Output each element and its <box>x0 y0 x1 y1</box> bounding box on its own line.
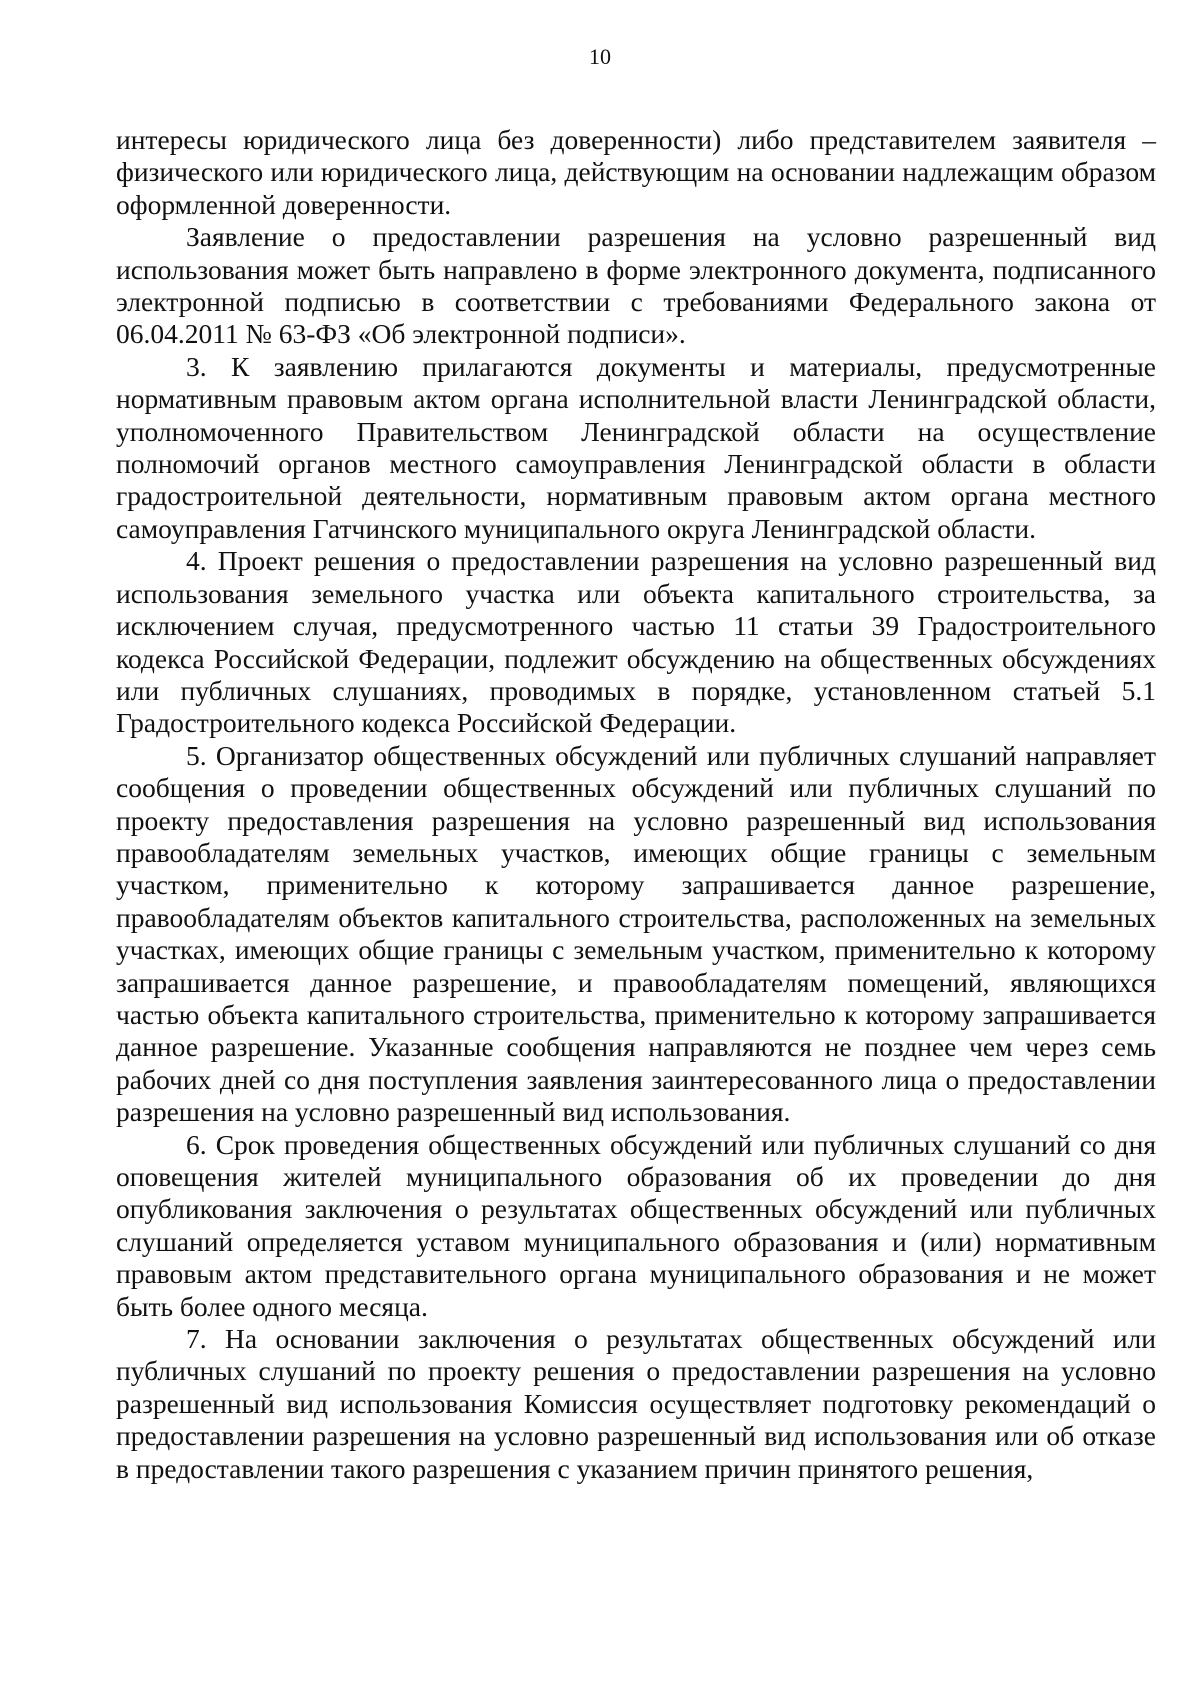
paragraph-item-7: 7. На основании заключения о результатах общественных обсуждений или публичных слушаний по проекту решения о предоставлении разрешения на условно разрешенный вид использования Комиссия осуществляет подготовку рекомендаций о предоставлении разрешения на условно разрешенный вид использования или об отказе в предоставлении такого разрешения с указанием причин принятого решения, <box>116 1323 1156 1484</box>
paragraph-item-4: 4. Проект решения о предоставлении разрешения на условно разрешенный вид использования земельного участка или объекта капитального строительства, за исключением случая, предусмотренного частью 11 статьи 39 Градостроительного кодекса Российской Федерации, подлежит обсуждению на общественных обсуждениях или публичных слушаниях, проводимых в порядке, установленном статьей 5.1 Градостроительного кодекса Российской Федерации. <box>116 545 1156 739</box>
paragraph-continuation: интересы юридического лица без доверенности) либо представителем заявителя – физического или юридического лица, действующим на основании надлежащим образом оформленной доверенности. <box>116 124 1156 220</box>
paragraph-item-5: 5. Организатор общественных обсуждений или публичных слушаний направляет сообщения о проведении общественных обсуждений или публичных слушаний по проекту предоставления разрешения на условно разрешенный вид использования правообладателям земельных участков, имеющих общие границы с земельным участком, применительно к которому запрашивается данное разрешение, правообладателям объектов капитального строительства, расположенных на земельных участках, имеющих общие границы с земельным участком, применительно к которому запрашивается данное разрешение, и правообладателям помещений, являющихся частью объекта капитального строительства, применительно к которому запрашивается данное разрешение. Указанные сообщения направляются не позднее чем через семь рабочих дней со дня поступления заявления заинтересованного лица о предоставлении разрешения на условно разрешенный вид использования. <box>116 739 1156 1128</box>
paragraph-item-6: 6. Срок проведения общественных обсуждений или публичных слушаний со дня оповещения жителей муниципального образования об их проведении до дня опубликования заключения о результатах общественных обсуждений или публичных слушаний определяется уставом муниципального образования и (или) нормативным правовым актом представительного органа муниципального образования и не может быть более одного месяца. <box>116 1128 1156 1322</box>
paragraph-item-3: 3. К заявлению прилагаются документы и материалы, предусмотренные нормативным правовым актом органа исполнительной власти Ленинградской области, уполномоченного Правительством Ленинградской области на осуществление полномочий органов местного самоуправления Ленинградской области в области градостроительной деятельности, нормативным правовым актом органа местного самоуправления Гатчинского муниципального округа Ленинградской области. <box>116 350 1156 544</box>
paragraph-electronic-application: Заявление о предоставлении разрешения на условно разрешенный вид использования может быть направлено в форме электронного документа, подписанного электронной подписью в соответствии с требованиями Федерального закона от 06.04.2011 № 63-ФЗ «Об электронной подписи». <box>116 221 1156 350</box>
document-body <box>116 124 1156 1485</box>
page-number: 10 <box>589 44 611 69</box>
